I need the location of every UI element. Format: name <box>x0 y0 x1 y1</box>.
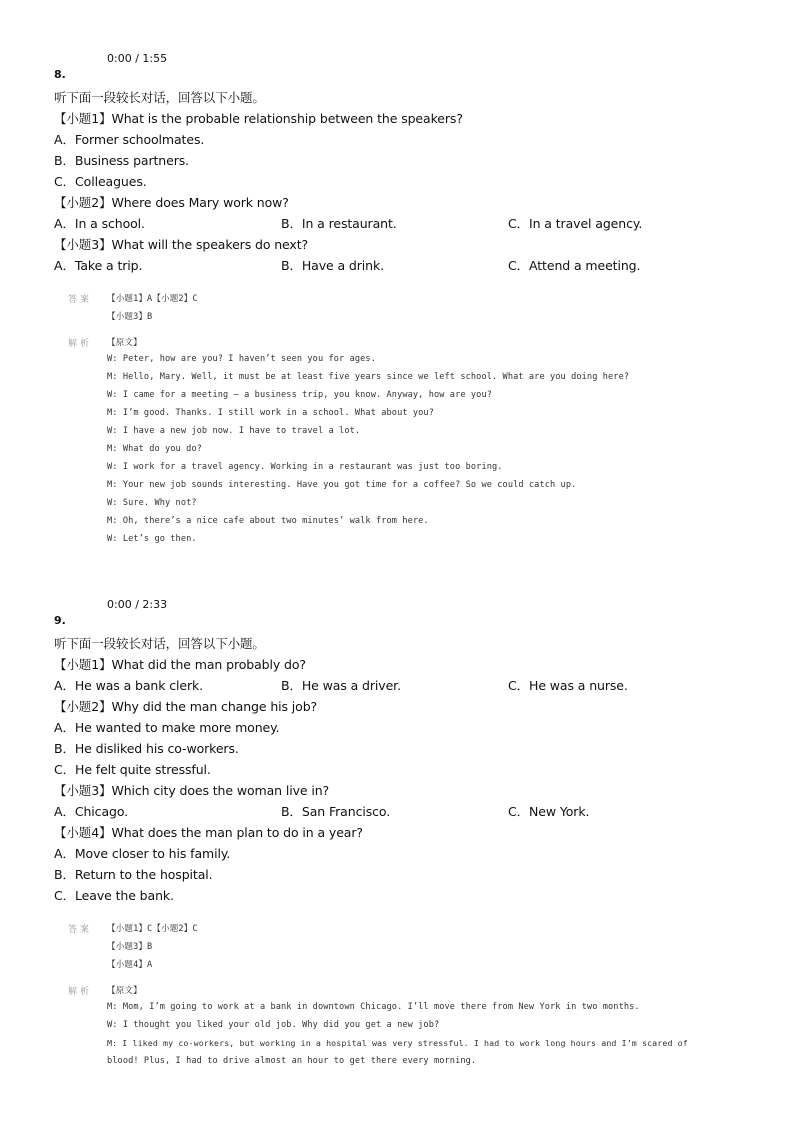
option-c: C．New York. <box>508 804 590 819</box>
transcript-line: M: Oh, there’s a nice cafe about two minutes’ walk from here. <box>107 516 429 526</box>
transcript-line: blood! Plus, I had to drive almost an hour to get there every morning. <box>107 1056 477 1066</box>
transcript-line: 【原文】 <box>107 338 142 348</box>
answer-line: 【小题3】B <box>107 312 153 322</box>
transcript-line: W: I thought you liked your old job. Why did you get a new job? <box>107 1020 440 1030</box>
question-intro: 听下面一段较长对话，回答以下小题。 <box>54 636 265 651</box>
option-a: A．In a school. <box>54 216 145 231</box>
transcript-line: M: Mom, I’m going to work at a bank in downtown Chicago. I’ll move there from New York in two months. <box>107 1002 640 1012</box>
answer-line: 【小题3】B <box>107 942 153 952</box>
answer-line: 【小题4】A <box>107 960 153 970</box>
transcript-line: M: I liked my co-workers, but working in a hospital was very stressful. I had to work long hours and I’m scared of <box>107 1038 688 1048</box>
question-number: 8. <box>54 68 66 81</box>
option-a: A．He was a bank clerk. <box>54 678 204 693</box>
question-number: 9. <box>54 614 66 627</box>
audio-timer[interactable]: 0:00 / 2:33 <box>107 598 168 611</box>
analysis-label: 解析 <box>68 339 93 349</box>
option-b: B．He was a driver. <box>281 678 401 693</box>
option-b: B．He disliked his co-workers. <box>54 741 239 756</box>
option-c: C．He was a nurse. <box>508 678 628 693</box>
option-c: C．He felt quite stressful. <box>54 762 211 777</box>
transcript-line: W: Sure. Why not? <box>107 498 197 508</box>
option-b: B．Have a drink. <box>281 258 385 273</box>
sub-question-prompt: 【小题4】What does the man plan to do in a year? <box>54 825 363 840</box>
answer-line: 【小题1】A【小题2】C <box>107 294 198 304</box>
option-b: B．San Francisco. <box>281 804 391 819</box>
analysis-label: 解析 <box>68 987 93 997</box>
transcript-line: W: I have a new job now. I have to travel a lot. <box>107 426 361 436</box>
sub-question-prompt: 【小题3】Which city does the woman live in? <box>54 783 330 798</box>
sub-question-prompt: 【小题2】Why did the man change his job? <box>54 699 318 714</box>
transcript-line: W: Peter, how are you? I haven’t seen you for ages. <box>107 354 376 364</box>
option-c: C．Leave the bank. <box>54 888 174 903</box>
sub-question-prompt: 【小题3】What will the speakers do next? <box>54 237 309 252</box>
answer-label: 答案 <box>68 925 93 935</box>
option-b: B．Return to the hospital. <box>54 867 213 882</box>
answer-line: 【小题1】C【小题2】C <box>107 924 198 934</box>
transcript-line: 【原文】 <box>107 986 142 996</box>
transcript-line: M: What do you do? <box>107 444 202 454</box>
option-b: B．In a restaurant. <box>281 216 397 231</box>
option-c: C．In a travel agency. <box>508 216 643 231</box>
option-b: B．Business partners. <box>54 153 190 168</box>
transcript-line: M: I’m good. Thanks. I still work in a school. What about you? <box>107 408 434 418</box>
question-intro: 听下面一段较长对话，回答以下小题。 <box>54 90 265 105</box>
option-c: C．Attend a meeting. <box>508 258 641 273</box>
transcript-line: M: Your new job sounds interesting. Have you got time for a coffee? So we could catch up. <box>107 480 577 490</box>
transcript-line: W: I work for a travel agency. Working in a restaurant was just too boring. <box>107 462 503 472</box>
transcript-line: M: Hello, Mary. Well, it must be at least five years since we left school. What are you doing here? <box>107 372 630 382</box>
sub-question-prompt: 【小题1】What is the probable relationship between the speakers? <box>54 111 463 126</box>
answer-label: 答案 <box>68 295 93 305</box>
option-a: A．Chicago. <box>54 804 129 819</box>
option-a: A．Take a trip. <box>54 258 143 273</box>
sub-question-prompt: 【小题1】What did the man probably do? <box>54 657 306 672</box>
transcript-line: W: Let’s go then. <box>107 534 197 544</box>
sub-question-prompt: 【小题2】Where does Mary work now? <box>54 195 289 210</box>
option-a: A．He wanted to make more money. <box>54 720 280 735</box>
audio-timer[interactable]: 0:00 / 1:55 <box>107 52 168 65</box>
option-c: C．Colleagues. <box>54 174 147 189</box>
transcript-line: W: I came for a meeting — a business trip, you know. Anyway, how are you? <box>107 390 492 400</box>
option-a: A．Move closer to his family. <box>54 846 231 861</box>
option-a: A．Former schoolmates. <box>54 132 205 147</box>
